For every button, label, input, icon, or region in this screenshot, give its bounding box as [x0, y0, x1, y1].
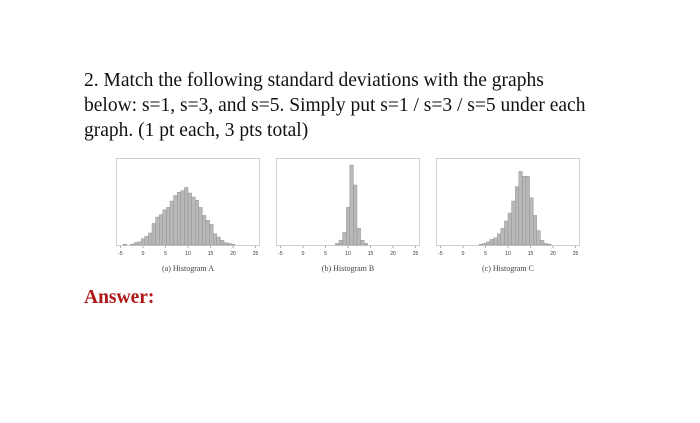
question-line-3: graph. (1 pt each, 3 pts total) [84, 120, 309, 141]
histogram-b-svg [276, 158, 420, 260]
histogram-b-bar [346, 207, 350, 245]
histogram-c-tick-label: 25 [572, 251, 579, 257]
histogram-a-tick-label: 25 [252, 251, 259, 257]
histogram-a-bar [141, 239, 145, 245]
histogram-c-tick-label: -5 [438, 251, 443, 257]
histogram-b-tick-label: 5 [324, 251, 327, 257]
histogram-b-tick-label: -5 [278, 251, 283, 257]
histogram-a-bar [220, 240, 224, 245]
histogram-b-bar [364, 243, 368, 245]
histogram-a-tick-label: 15 [207, 251, 214, 257]
histogram-b-tick-label: 15 [367, 251, 374, 257]
histogram-a-bar [152, 223, 156, 245]
histogram-a-bar [213, 234, 217, 245]
histogram-b-tick-label: 20 [390, 251, 396, 257]
histogram-c-bar [548, 244, 552, 245]
histogram-a-bar [166, 207, 170, 245]
histogram-b-bar [361, 240, 365, 245]
histogram-a-bar [138, 242, 142, 245]
histogram-a [116, 158, 260, 260]
histogram-c-svg [436, 158, 580, 260]
histogram-a-bar [130, 244, 134, 245]
histogram-a-bar [202, 215, 206, 245]
histogram-c-bar [504, 221, 508, 245]
histogram-c-bar [544, 243, 548, 245]
histogram-a-bar [181, 191, 185, 245]
histogram-b-caption: (b) Histogram B [321, 264, 375, 273]
histogram-a-bar [148, 233, 152, 245]
histogram-c-bar [540, 240, 544, 245]
histogram-c-bar [486, 242, 490, 245]
histogram-b-bar [339, 240, 343, 245]
histogram-a-bar [145, 236, 149, 245]
question-line-2: below: s=1, s=3, and s=5. Simply put s=1 / s=3 / s=5 under each [84, 95, 586, 116]
histogram-b-bar [353, 185, 357, 245]
histogram-a-bar [184, 187, 188, 245]
histogram-c [436, 158, 580, 260]
histogram-a-bar [170, 201, 174, 245]
histogram-a-tick-label: 10 [185, 251, 191, 257]
histogram-c-tick-label: 15 [527, 251, 534, 257]
histogram-a-tick-label: 0 [141, 251, 145, 257]
histogram-c-bar [537, 231, 541, 245]
histogram-b-tick-label: 0 [301, 251, 305, 257]
histogram-a-bar [231, 244, 235, 245]
histogram-c-bar [530, 198, 534, 245]
histogram-a-caption: (a) Histogram A [162, 264, 214, 273]
histogram-c-bar [533, 215, 537, 245]
histogram-b-tick-label: 10 [345, 251, 351, 257]
question-line-1: 2. Match the following standard deviations with the graphs [84, 70, 544, 91]
histogram-b-bar [335, 243, 339, 245]
histogram-a-bar [217, 237, 221, 245]
histogram-c-bar [508, 213, 512, 245]
histogram-c-tick-label: 10 [505, 251, 511, 257]
histogram-a-bar [134, 243, 138, 245]
histogram-b [276, 158, 420, 260]
answer-label: Answer: [84, 287, 155, 308]
histogram-c-bar [512, 201, 516, 245]
histogram-c-bar [526, 176, 530, 245]
histogram-a-bar [156, 217, 160, 245]
histogram-a-bar [224, 243, 228, 245]
histogram-b-bar [357, 228, 361, 245]
histogram-a-tick-label: 20 [230, 251, 236, 257]
histogram-a-tick-label: -5 [118, 251, 123, 257]
histogram-a-bar [210, 224, 214, 245]
histogram-a-bar [163, 210, 167, 245]
histogram-c-tick-label: 20 [550, 251, 556, 257]
histogram-c-tick-label: 5 [484, 251, 487, 257]
histogram-b-bar [343, 232, 347, 245]
histogram-c-bar [497, 234, 501, 245]
histogram-a-bar [177, 192, 181, 245]
histogram-c-bar [519, 171, 523, 245]
histogram-a-bar [195, 200, 199, 245]
question-text [84, 68, 644, 143]
histogram-a-bar [123, 244, 127, 245]
histogram-c-bar [494, 238, 498, 245]
histogram-c-bar [490, 239, 494, 245]
histogram-a-bar [174, 195, 178, 245]
histogram-c-bar [522, 176, 526, 245]
histogram-a-bar [206, 220, 210, 245]
histogram-c-bar [515, 187, 519, 245]
histogram-c-tick-label: 0 [461, 251, 465, 257]
histogram-c-caption: (c) Histogram C [482, 264, 534, 273]
histogram-a-svg [116, 158, 260, 260]
histogram-c-bar [479, 244, 483, 245]
histogram-a-bar [192, 197, 196, 245]
histogram-b-bar [350, 165, 354, 245]
histogram-b-tick-label: 25 [412, 251, 419, 257]
histogram-a-bar [159, 215, 163, 245]
histogram-c-bar [501, 228, 505, 245]
histogram-a-bar [199, 207, 203, 245]
histogram-a-bar [228, 243, 232, 245]
histogram-c-bar [483, 243, 487, 245]
histogram-a-tick-label: 5 [164, 251, 167, 257]
histogram-a-bar [188, 193, 192, 245]
